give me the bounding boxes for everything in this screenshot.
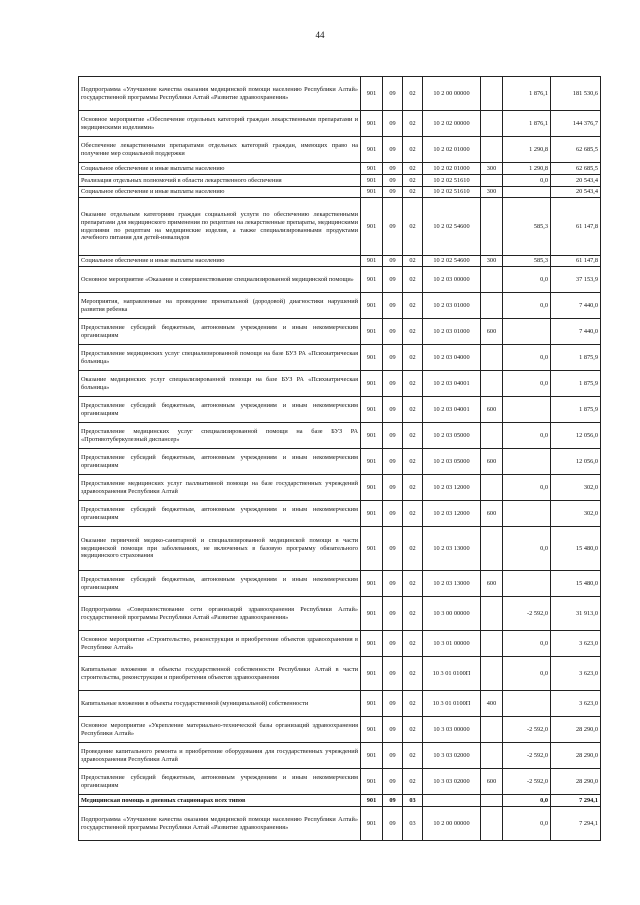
total-amount-cell: 181 530,6 — [551, 77, 601, 111]
table-row — [79, 319, 601, 345]
subsection-code-cell: 02 — [403, 111, 423, 137]
section-code-cell: 09 — [383, 597, 403, 631]
admin-code-cell: 901 — [361, 597, 383, 631]
change-amount-cell: 0,0 — [503, 631, 551, 657]
table-row — [79, 187, 601, 198]
change-amount-cell: -2 592,0 — [503, 717, 551, 743]
total-amount-cell: 302,0 — [551, 501, 601, 527]
row-name-cell: Предоставление субсидий бюджетным, автономным учреждениям и иным некоммерческим организациям — [79, 769, 361, 795]
subsection-code-cell: 02 — [403, 345, 423, 371]
row-name-cell: Реализация отдельных полномочий в области лекарственного обеспечения — [79, 175, 361, 187]
change-amount-cell: 0,0 — [503, 795, 551, 807]
target-article-cell: 10 2 02 54600 — [423, 198, 481, 256]
admin-code-cell: 901 — [361, 319, 383, 345]
table-row — [79, 657, 601, 691]
expense-type-cell — [481, 175, 503, 187]
target-article-cell: 10 3 01 0100П — [423, 657, 481, 691]
target-article-cell: 10 2 03 04001 — [423, 397, 481, 423]
subsection-code-cell: 02 — [403, 743, 423, 769]
expense-type-cell — [481, 795, 503, 807]
change-amount-cell — [503, 449, 551, 475]
subsection-code-cell: 02 — [403, 657, 423, 691]
change-amount-cell — [503, 501, 551, 527]
page-number: 44 — [315, 30, 325, 40]
row-name-cell: Предоставление субсидий бюджетным, автономным учреждениям и иным некоммерческим организациям — [79, 571, 361, 597]
expense-type-cell — [481, 597, 503, 631]
admin-code-cell: 901 — [361, 345, 383, 371]
admin-code-cell: 901 — [361, 691, 383, 717]
admin-code-cell: 901 — [361, 449, 383, 475]
change-amount-cell: 0,0 — [503, 293, 551, 319]
admin-code-cell: 901 — [361, 111, 383, 137]
target-article-cell: 10 2 00 00000 — [423, 807, 481, 841]
expense-type-cell: 300 — [481, 256, 503, 267]
admin-code-cell: 901 — [361, 256, 383, 267]
expense-type-cell — [481, 267, 503, 293]
expense-type-cell — [481, 743, 503, 769]
change-amount-cell: -2 592,0 — [503, 743, 551, 769]
admin-code-cell: 901 — [361, 175, 383, 187]
subsection-code-cell: 02 — [403, 475, 423, 501]
target-article-cell: 10 2 03 04000 — [423, 345, 481, 371]
admin-code-cell: 901 — [361, 137, 383, 163]
subsection-code-cell: 02 — [403, 187, 423, 198]
change-amount-cell: -2 592,0 — [503, 597, 551, 631]
target-article-cell: 10 2 02 54600 — [423, 256, 481, 267]
table-row — [79, 256, 601, 267]
admin-code-cell: 901 — [361, 187, 383, 198]
section-code-cell: 09 — [383, 345, 403, 371]
table-row — [79, 807, 601, 841]
table-row — [79, 571, 601, 597]
section-code-cell: 09 — [383, 475, 403, 501]
section-code-cell: 09 — [383, 795, 403, 807]
change-amount-cell: 585,3 — [503, 198, 551, 256]
subsection-code-cell: 02 — [403, 717, 423, 743]
total-amount-cell: 61 147,8 — [551, 198, 601, 256]
subsection-code-cell: 02 — [403, 631, 423, 657]
expense-type-cell: 600 — [481, 769, 503, 795]
total-amount-cell: 1 875,9 — [551, 371, 601, 397]
change-amount-cell: 585,3 — [503, 256, 551, 267]
change-amount-cell: -2 592,0 — [503, 769, 551, 795]
target-article-cell: 10 2 03 13000 — [423, 527, 481, 571]
subsection-code-cell: 02 — [403, 449, 423, 475]
expense-type-cell — [481, 137, 503, 163]
section-code-cell: 09 — [383, 501, 403, 527]
table-row — [79, 371, 601, 397]
target-article-cell: 10 2 00 00000 — [423, 77, 481, 111]
row-name-cell: Оказание первичной медико-санитарной и специализированной медицинской помощи в части медицинской помощи при заболеваниях, не включенных в базовую программу обязательного медицинского страхования — [79, 527, 361, 571]
table-row — [79, 597, 601, 631]
table-row — [79, 137, 601, 163]
target-article-cell: 10 2 02 51610 — [423, 187, 481, 198]
admin-code-cell: 901 — [361, 717, 383, 743]
admin-code-cell: 901 — [361, 475, 383, 501]
expense-type-cell: 600 — [481, 397, 503, 423]
target-article-cell: 10 2 03 12000 — [423, 501, 481, 527]
row-name-cell: Предоставление субсидий бюджетным, автономным учреждениям и иным некоммерческим организациям — [79, 397, 361, 423]
section-code-cell: 09 — [383, 175, 403, 187]
subsection-code-cell: 03 — [403, 807, 423, 841]
subsection-code-cell: 02 — [403, 371, 423, 397]
row-name-cell: Подпрограмма «Улучшение качества оказания медицинской помощи населению Республики Алтай» государственной программы Республики Алтай «Развитие здравоохранения» — [79, 77, 361, 111]
admin-code-cell: 901 — [361, 807, 383, 841]
admin-code-cell: 901 — [361, 571, 383, 597]
subsection-code-cell: 02 — [403, 527, 423, 571]
expense-type-cell — [481, 198, 503, 256]
subsection-code-cell: 02 — [403, 397, 423, 423]
expense-type-cell: 600 — [481, 449, 503, 475]
admin-code-cell: 901 — [361, 657, 383, 691]
row-name-cell: Предоставление медицинских услуг паллиативной помощи на базе государственных учреждений здравоохранения Республики Алтай — [79, 475, 361, 501]
change-amount-cell: 0,0 — [503, 807, 551, 841]
subsection-code-cell: 02 — [403, 769, 423, 795]
expense-type-cell: 600 — [481, 501, 503, 527]
admin-code-cell: 901 — [361, 371, 383, 397]
total-amount-cell: 12 056,0 — [551, 449, 601, 475]
total-amount-cell: 1 875,9 — [551, 397, 601, 423]
section-code-cell: 09 — [383, 527, 403, 571]
change-amount-cell: 1 876,1 — [503, 111, 551, 137]
table-row — [79, 501, 601, 527]
section-code-cell: 09 — [383, 769, 403, 795]
total-amount-cell: 28 290,0 — [551, 743, 601, 769]
row-name-cell: Социальное обеспечение и иные выплаты населению — [79, 187, 361, 198]
subsection-code-cell: 02 — [403, 293, 423, 319]
subsection-code-cell: 02 — [403, 163, 423, 175]
admin-code-cell: 901 — [361, 163, 383, 175]
total-amount-cell: 20 543,4 — [551, 187, 601, 198]
budget-table-body — [79, 77, 601, 841]
target-article-cell: 10 2 02 51610 — [423, 175, 481, 187]
section-code-cell: 09 — [383, 111, 403, 137]
expense-type-cell: 300 — [481, 187, 503, 198]
table-row — [79, 423, 601, 449]
row-name-cell: Подпрограмма «Улучшение качества оказания медицинской помощи населению Республики Алтай» государственной программы Республики Алтай «Развитие здравоохранения» — [79, 807, 361, 841]
admin-code-cell: 901 — [361, 397, 383, 423]
expense-type-cell — [481, 807, 503, 841]
total-amount-cell: 3 623,0 — [551, 657, 601, 691]
change-amount-cell: 0,0 — [503, 475, 551, 501]
section-code-cell: 09 — [383, 187, 403, 198]
subsection-code-cell: 02 — [403, 597, 423, 631]
expense-type-cell — [481, 423, 503, 449]
subsection-code-cell: 02 — [403, 501, 423, 527]
target-article-cell: 10 2 03 04001 — [423, 371, 481, 397]
change-amount-cell: 0,0 — [503, 175, 551, 187]
change-amount-cell: 1 290,8 — [503, 137, 551, 163]
target-article-cell — [423, 795, 481, 807]
total-amount-cell: 15 480,0 — [551, 527, 601, 571]
row-name-cell: Предоставление субсидий бюджетным, автономным учреждениям и иным некоммерческим организациям — [79, 501, 361, 527]
row-name-cell: Обеспечение лекарственными препаратами отдельных категорий граждан, имеющих право на получение мер социальной поддержки — [79, 137, 361, 163]
admin-code-cell: 901 — [361, 769, 383, 795]
section-code-cell: 09 — [383, 691, 403, 717]
table-row — [79, 449, 601, 475]
section-code-cell: 09 — [383, 371, 403, 397]
section-code-cell: 09 — [383, 657, 403, 691]
target-article-cell: 10 2 03 05000 — [423, 449, 481, 475]
total-amount-cell: 3 623,0 — [551, 631, 601, 657]
section-code-cell: 09 — [383, 267, 403, 293]
total-amount-cell: 28 290,0 — [551, 769, 601, 795]
table-row — [79, 527, 601, 571]
row-name-cell: Основное мероприятие «Укрепление материально-технической базы организаций здравоохранения Республики Алтай» — [79, 717, 361, 743]
total-amount-cell: 7 440,0 — [551, 293, 601, 319]
subsection-code-cell: 02 — [403, 77, 423, 111]
admin-code-cell: 901 — [361, 631, 383, 657]
expense-type-cell — [481, 527, 503, 571]
total-amount-cell: 7 294,1 — [551, 807, 601, 841]
row-name-cell: Мероприятия, направленные на проведение пренатальной (дородовой) диагностики нарушений развития ребенка — [79, 293, 361, 319]
row-name-cell: Предоставление медицинских услуг специализированной помощи на базе БУЗ РА «Психиатрическая больница» — [79, 345, 361, 371]
table-row — [79, 717, 601, 743]
total-amount-cell: 302,0 — [551, 475, 601, 501]
section-code-cell: 09 — [383, 198, 403, 256]
section-code-cell: 09 — [383, 807, 403, 841]
row-name-cell: Предоставление субсидий бюджетным, автономным учреждениям и иным некоммерческим организациям — [79, 449, 361, 475]
total-amount-cell: 144 376,7 — [551, 111, 601, 137]
section-code-cell: 09 — [383, 293, 403, 319]
expense-type-cell — [481, 77, 503, 111]
subsection-code-cell: 02 — [403, 691, 423, 717]
target-article-cell: 10 2 03 12000 — [423, 475, 481, 501]
change-amount-cell: 0,0 — [503, 371, 551, 397]
section-code-cell: 09 — [383, 163, 403, 175]
subsection-code-cell: 03 — [403, 795, 423, 807]
row-name-cell: Оказание медицинских услуг специализированной помощи на базе БУЗ РА «Психиатрическая больница» — [79, 371, 361, 397]
table-row — [79, 795, 601, 807]
section-code-cell: 09 — [383, 137, 403, 163]
change-amount-cell — [503, 571, 551, 597]
total-amount-cell: 31 913,0 — [551, 597, 601, 631]
admin-code-cell: 901 — [361, 267, 383, 293]
subsection-code-cell: 02 — [403, 267, 423, 293]
total-amount-cell: 12 056,0 — [551, 423, 601, 449]
subsection-code-cell: 02 — [403, 137, 423, 163]
table-row — [79, 77, 601, 111]
section-code-cell: 09 — [383, 423, 403, 449]
table-row — [79, 397, 601, 423]
subsection-code-cell: 02 — [403, 571, 423, 597]
subsection-code-cell: 02 — [403, 319, 423, 345]
total-amount-cell: 62 685,5 — [551, 163, 601, 175]
admin-code-cell: 901 — [361, 198, 383, 256]
change-amount-cell: 0,0 — [503, 423, 551, 449]
table-row — [79, 769, 601, 795]
table-row — [79, 293, 601, 319]
subsection-code-cell: 02 — [403, 175, 423, 187]
target-article-cell: 10 2 03 13000 — [423, 571, 481, 597]
total-amount-cell: 62 685,5 — [551, 137, 601, 163]
budget-table — [78, 76, 601, 841]
target-article-cell: 10 2 03 01000 — [423, 319, 481, 345]
change-amount-cell — [503, 187, 551, 198]
table-row — [79, 345, 601, 371]
row-name-cell: Оказание отдельным категориям граждан социальной услуги по обеспечению лекарственными препаратами для медицинского применения по рецептам на лекарственные препараты, медицинскими изделиями по рецептам на медицинские изделия, а также специализированными продуктами лечебного питания для детей-инвалидов — [79, 198, 361, 256]
section-code-cell: 09 — [383, 717, 403, 743]
table-row — [79, 111, 601, 137]
admin-code-cell: 901 — [361, 423, 383, 449]
target-article-cell: 10 3 03 00000 — [423, 717, 481, 743]
target-article-cell: 10 2 02 00000 — [423, 111, 481, 137]
target-article-cell: 10 2 03 01000 — [423, 293, 481, 319]
row-name-cell: Проведение капитального ремонта и приобретение оборудования для государственных учреждений здравоохранения Республики Алтай — [79, 743, 361, 769]
total-amount-cell: 1 875,9 — [551, 345, 601, 371]
change-amount-cell: 0,0 — [503, 267, 551, 293]
change-amount-cell: 0,0 — [503, 345, 551, 371]
expense-type-cell — [481, 631, 503, 657]
row-name-cell: Социальное обеспечение и иные выплаты населению — [79, 163, 361, 175]
section-code-cell: 09 — [383, 449, 403, 475]
table-row — [79, 198, 601, 256]
expense-type-cell — [481, 657, 503, 691]
expense-type-cell — [481, 345, 503, 371]
subsection-code-cell: 02 — [403, 423, 423, 449]
row-name-cell: Основное мероприятие «Обеспечение отдельных категорий граждан лекарственными препаратами и медицинскими изделиями» — [79, 111, 361, 137]
table-row — [79, 743, 601, 769]
expense-type-cell — [481, 475, 503, 501]
row-name-cell: Основное мероприятие «Оказание и совершенствование специализированной медицинской помощи» — [79, 267, 361, 293]
section-code-cell: 09 — [383, 743, 403, 769]
total-amount-cell: 20 543,4 — [551, 175, 601, 187]
admin-code-cell: 901 — [361, 527, 383, 571]
table-row — [79, 475, 601, 501]
row-name-cell: Медицинская помощь в дневных стационарах всех типов — [79, 795, 361, 807]
target-article-cell: 10 3 01 0100П — [423, 691, 481, 717]
row-name-cell: Капитальные вложения в объекты государственной собственности Республики Алтай в части строительства, реконструкции и приобретения объектов здравоохранения — [79, 657, 361, 691]
section-code-cell: 09 — [383, 571, 403, 597]
admin-code-cell: 901 — [361, 743, 383, 769]
target-article-cell: 10 3 03 02000 — [423, 743, 481, 769]
target-article-cell: 10 2 02 01000 — [423, 137, 481, 163]
total-amount-cell: 7 294,1 — [551, 795, 601, 807]
total-amount-cell: 3 623,0 — [551, 691, 601, 717]
table-row — [79, 691, 601, 717]
section-code-cell: 09 — [383, 397, 403, 423]
admin-code-cell: 901 — [361, 77, 383, 111]
section-code-cell: 09 — [383, 77, 403, 111]
target-article-cell: 10 3 01 00000 — [423, 631, 481, 657]
change-amount-cell — [503, 397, 551, 423]
row-name-cell: Подпрограмма «Совершенствование сети организаций здравоохранения Республики Алтай» государственной программы Республики Алтай «Развитие здравоохранения» — [79, 597, 361, 631]
target-article-cell: 10 3 00 00000 — [423, 597, 481, 631]
change-amount-cell — [503, 691, 551, 717]
total-amount-cell: 15 480,0 — [551, 571, 601, 597]
change-amount-cell: 1 290,8 — [503, 163, 551, 175]
admin-code-cell: 901 — [361, 501, 383, 527]
target-article-cell: 10 2 03 00000 — [423, 267, 481, 293]
subsection-code-cell: 02 — [403, 198, 423, 256]
table-row — [79, 163, 601, 175]
expense-type-cell — [481, 371, 503, 397]
row-name-cell: Предоставление субсидий бюджетным, автономным учреждениям и иным некоммерческим организациям — [79, 319, 361, 345]
change-amount-cell: 1 876,1 — [503, 77, 551, 111]
section-code-cell: 09 — [383, 631, 403, 657]
change-amount-cell: 0,0 — [503, 657, 551, 691]
expense-type-cell — [481, 293, 503, 319]
admin-code-cell: 901 — [361, 293, 383, 319]
target-article-cell: 10 2 03 05000 — [423, 423, 481, 449]
target-article-cell: 10 3 03 02000 — [423, 769, 481, 795]
total-amount-cell: 61 147,8 — [551, 256, 601, 267]
table-row — [79, 175, 601, 187]
change-amount-cell — [503, 319, 551, 345]
row-name-cell: Предоставление медицинских услуг специализированной помощи на базе БУЗ РА «Противотуберкулезный диспансер» — [79, 423, 361, 449]
subsection-code-cell: 02 — [403, 256, 423, 267]
row-name-cell: Капитальные вложения в объекты государственной (муниципальной) собственности — [79, 691, 361, 717]
expense-type-cell — [481, 111, 503, 137]
admin-code-cell: 901 — [361, 795, 383, 807]
row-name-cell: Социальное обеспечение и иные выплаты населению — [79, 256, 361, 267]
expense-type-cell: 600 — [481, 571, 503, 597]
total-amount-cell: 7 440,0 — [551, 319, 601, 345]
change-amount-cell: 0,0 — [503, 527, 551, 571]
expense-type-cell: 600 — [481, 319, 503, 345]
total-amount-cell: 37 153,9 — [551, 267, 601, 293]
expense-type-cell — [481, 717, 503, 743]
target-article-cell: 10 2 02 01000 — [423, 163, 481, 175]
table-row — [79, 267, 601, 293]
total-amount-cell: 28 290,0 — [551, 717, 601, 743]
section-code-cell: 09 — [383, 319, 403, 345]
section-code-cell: 09 — [383, 256, 403, 267]
table-row — [79, 631, 601, 657]
expense-type-cell: 400 — [481, 691, 503, 717]
row-name-cell: Основное мероприятие «Строительство, реконструкция и приобретение объектов здравоохранения в Республике Алтай» — [79, 631, 361, 657]
expense-type-cell: 300 — [481, 163, 503, 175]
